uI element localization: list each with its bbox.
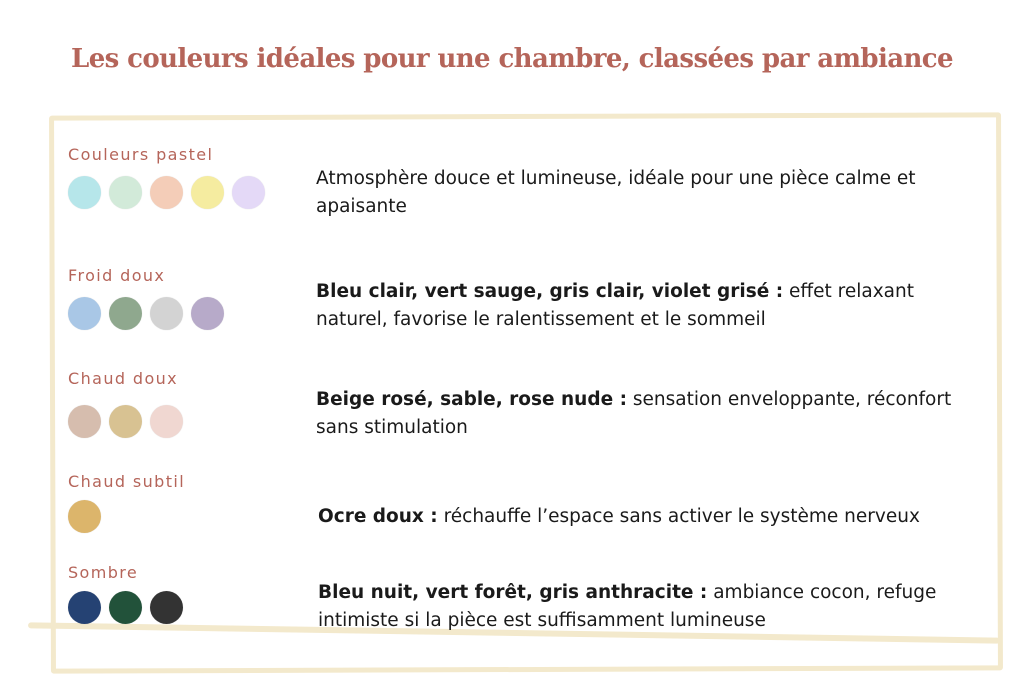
category-label-chaud-subtil: Chaud subtil: [68, 472, 186, 491]
swatch-row-pastel: [68, 176, 265, 209]
category-label-froid-doux: Froid doux: [68, 266, 166, 285]
description-text: effet relaxant naturel, favorise le ralentissement et le sommeil: [316, 281, 914, 330]
category-description-pastel: [316, 165, 956, 221]
color-swatch: [232, 176, 265, 209]
description-text: sensation enveloppante, réconfort sans stimulation: [316, 389, 952, 438]
description-bold: Ocre doux :: [318, 506, 438, 527]
color-swatch: [109, 405, 142, 438]
color-swatch: [68, 297, 101, 330]
swatch-row-chaud-doux: [68, 405, 183, 438]
color-swatch: [150, 405, 183, 438]
color-swatch: [68, 405, 101, 438]
description-text: réchauffe l’espace sans activer le système nerveux: [437, 506, 920, 527]
color-swatch: [68, 500, 101, 533]
swatch-row-chaud-subtil: [68, 500, 101, 533]
swatch-row-sombre: [68, 591, 183, 624]
color-swatch: [109, 591, 142, 624]
description-bold: Beige rosé, sable, rose nude :: [316, 389, 627, 410]
color-swatch: [109, 176, 142, 209]
color-swatch: [150, 176, 183, 209]
swatch-row-froid-doux: [68, 297, 224, 330]
color-swatch: [191, 176, 224, 209]
color-swatch: [68, 591, 101, 624]
color-swatch: [68, 176, 101, 209]
category-label-chaud-doux: Chaud doux: [68, 369, 179, 388]
description-text: ambiance cocon, refuge intimiste si la pièce est suffisamment lumineuse: [318, 582, 937, 631]
category-label-pastel: Couleurs pastel: [68, 145, 214, 164]
category-description-sombre: [318, 579, 958, 635]
color-swatch: [150, 297, 183, 330]
page-title: Les couleurs idéales pour une chambre, classées par ambiance: [71, 44, 953, 74]
description-bold: Bleu nuit, vert forêt, gris anthracite :: [318, 582, 708, 603]
color-swatch: [109, 297, 142, 330]
category-description-chaud-subtil: [318, 503, 958, 531]
description-bold: Bleu clair, vert sauge, gris clair, violet grisé :: [316, 281, 784, 302]
category-description-chaud-doux: [316, 386, 956, 442]
description-text: Atmosphère douce et lumineuse, idéale pour une pièce calme et apaisante: [316, 168, 916, 217]
category-description-froid-doux: [316, 278, 956, 334]
color-swatch: [150, 591, 183, 624]
color-swatch: [191, 297, 224, 330]
category-label-sombre: Sombre: [68, 563, 139, 582]
